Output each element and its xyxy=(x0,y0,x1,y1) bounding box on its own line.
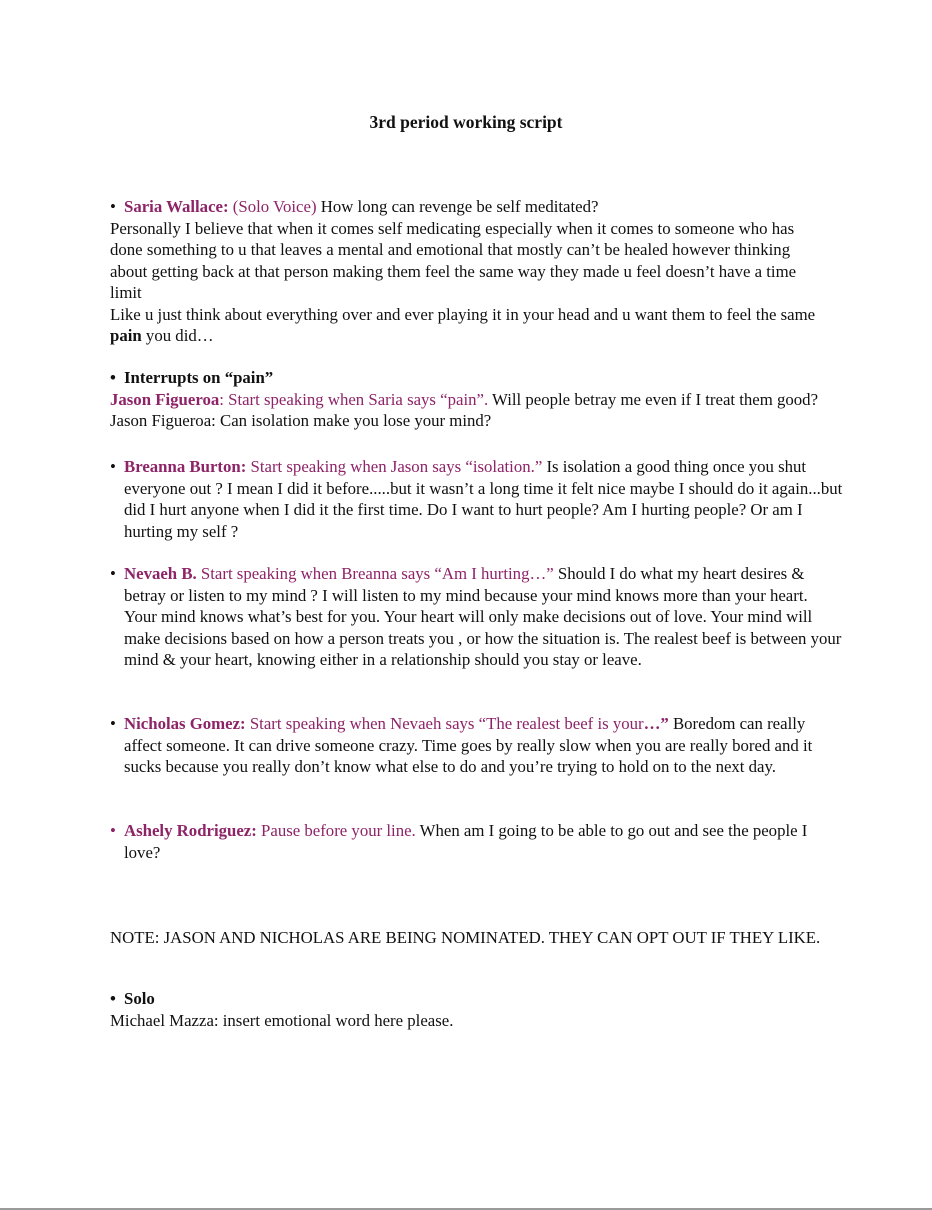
line-text: How long can revenge be self meditated? xyxy=(320,197,599,216)
line-text: Will people betray me even if I treat them good? Jason Figueroa: Can isolation make you lose your mind? xyxy=(110,389,819,430)
bullet-icon: • xyxy=(110,821,116,840)
note-section xyxy=(110,927,830,949)
heading-text: Interrupts on “pain” xyxy=(124,368,274,387)
nevaeh-line xyxy=(110,563,844,671)
speaker-name: Nicholas Gomez: xyxy=(124,714,246,733)
nicholas-section xyxy=(110,713,844,778)
bullet-icon: • xyxy=(110,989,116,1008)
solo-section xyxy=(110,988,830,1031)
speaker-name: Nevaeh B. xyxy=(124,564,197,583)
bullet-icon: • xyxy=(110,457,116,476)
speaker-name: Jason Figueroa xyxy=(110,389,220,409)
line-text: you did… xyxy=(141,326,214,345)
bullet-icon: • xyxy=(110,368,116,387)
stage-cue: Pause before your line. xyxy=(256,821,416,840)
solo-heading xyxy=(110,988,830,1010)
saria-section xyxy=(110,196,830,347)
saria-body-2 xyxy=(110,304,830,347)
stage-cue: Start speaking when Breanna says “Am I hurting…” xyxy=(196,564,554,583)
speaker-name: Ashely Rodriguez: xyxy=(124,821,257,840)
speaker-name: Saria Wallace: xyxy=(124,197,229,216)
stage-cue: (Solo Voice) xyxy=(232,197,317,216)
bullet-icon: • xyxy=(110,714,116,733)
line-text: Is isolation a good thing once you shut everyone out ? I mean I did it before.....but it wasn’t a long time it felt nice maybe I should do it again...but did I hurt anyone when I did it the first time. Do I want to hurt people? Am I hurting people? Or am I hurting my self ? xyxy=(124,457,843,541)
stage-cue-bold: …” xyxy=(643,714,669,733)
bullet-icon: • xyxy=(110,564,116,583)
line-text: Should I do what my heart desires & betray or listen to my mind ? I will listen to my mind because your mind knows more than your heart. Your mind knows what’s best for you. Your heart will only make decisions out of love. Your mind will make decisions based on how a person treats you , or how the situation is. The realest beef is between your mind & your heart, knowing either in a relationship should you stay or leave. xyxy=(124,564,842,669)
speaker-name: Breanna Burton: xyxy=(124,457,247,476)
saria-body: Personally I believe that when it comes self medicating especially when it comes to someone who has done something to u that leaves a mental and emotional that mostly can’t be healed however thinking about getting back at that person making them feel the same way they made u feel doesn’t have a time limit xyxy=(110,218,797,302)
line-text: Boredom can really affect someone. It can drive someone crazy. Time goes by really slow when you are really bored and it sucks because you really don’t know what else to do and you’re trying to hold on to the next day. xyxy=(124,714,813,776)
emphasized-word: pain xyxy=(110,326,142,345)
line-text: When am I going to be able to go out and see the people I love? xyxy=(124,821,808,862)
bullet-icon: • xyxy=(110,197,116,216)
jason-line xyxy=(110,389,830,432)
solo-line: Michael Mazza: insert emotional word here please. xyxy=(110,1010,454,1030)
saria-first-line xyxy=(110,196,830,218)
stage-cue: : Start speaking when Saria says “pain”. xyxy=(219,389,489,409)
interrupts-heading xyxy=(110,367,830,389)
stage-cue: Start speaking when Jason says “isolation.” xyxy=(246,457,543,476)
breanna-line xyxy=(110,456,844,542)
stage-cue: Start speaking when Nevaeh says “The realest beef is your xyxy=(245,714,644,733)
line-text: Like u just think about everything over and ever playing it in your head and u want them to feel the same xyxy=(110,304,816,324)
breanna-section xyxy=(110,456,844,542)
page-title: 3rd period working script xyxy=(369,112,563,132)
ashely-section xyxy=(110,820,844,863)
note-text: NOTE: JASON AND NICHOLAS ARE BEING NOMINATED. THEY CAN OPT OUT IF THEY LIKE. xyxy=(110,928,821,947)
heading-text: Solo xyxy=(124,989,155,1008)
nicholas-line xyxy=(110,713,844,778)
nevaeh-section xyxy=(110,563,844,671)
ashely-line xyxy=(110,820,844,863)
interrupts-section xyxy=(110,367,830,432)
